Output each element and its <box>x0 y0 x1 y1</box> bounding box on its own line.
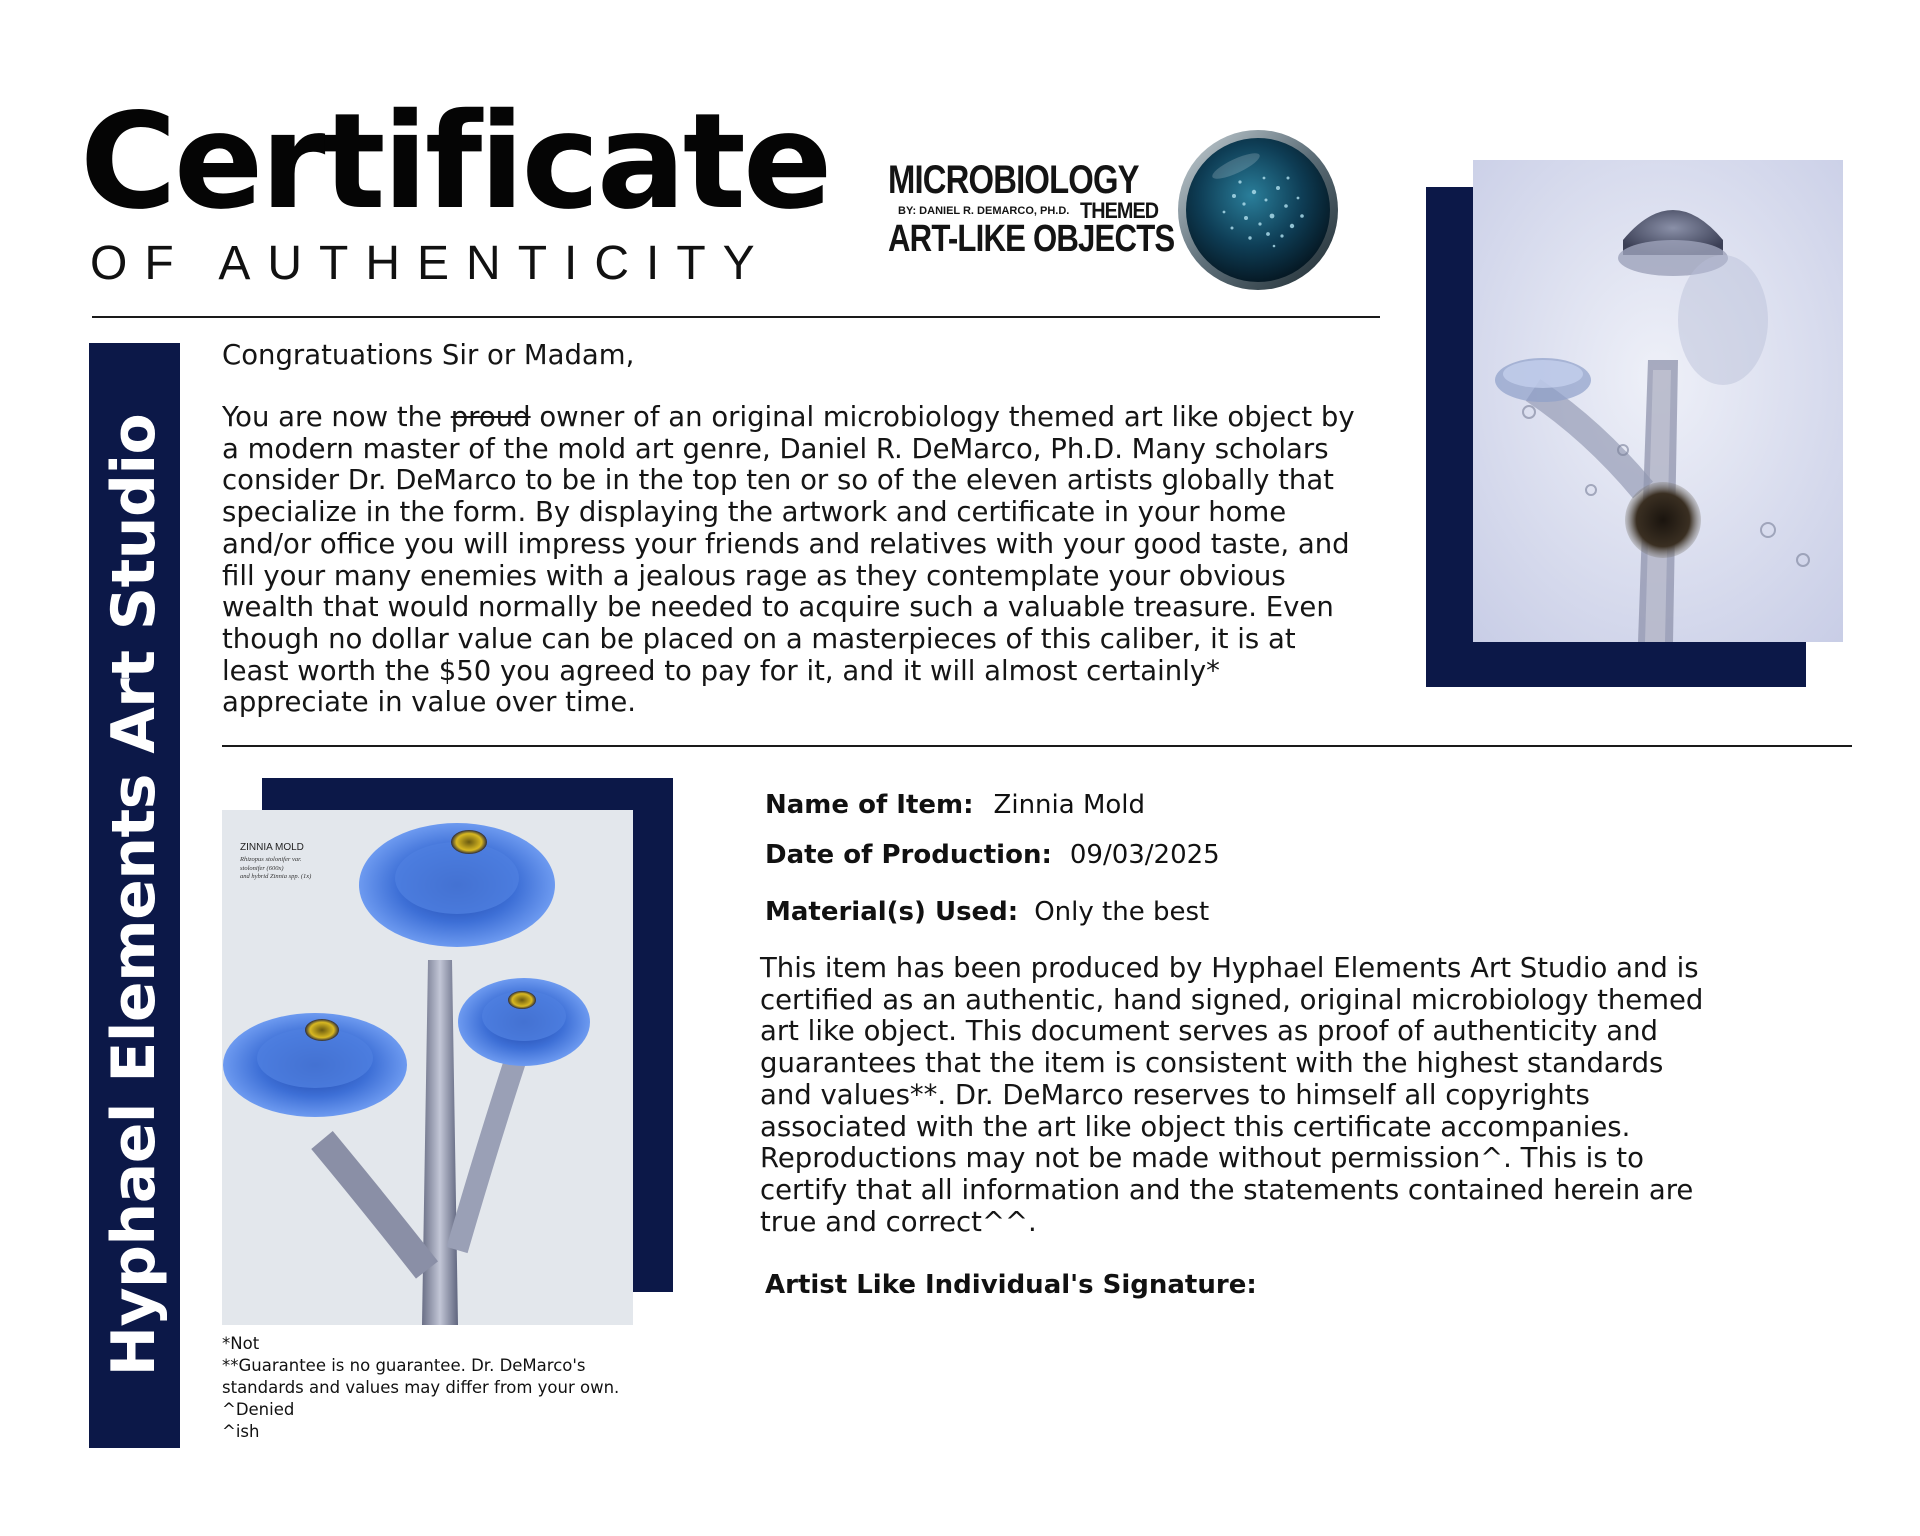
item-name-label: Name of Item: <box>765 790 974 820</box>
intro-line: least worth the $50 you agreed to pay for it, and it will almost certainly* <box>222 654 1220 687</box>
studio-side-band <box>89 343 180 1448</box>
certificate-title: Certificate <box>80 85 830 239</box>
signature-label: Artist Like Individual's Signature: <box>765 1270 1257 1300</box>
artwork-label-title: ZINNIA MOLD <box>240 842 304 853</box>
materials-value: Only the best <box>1034 897 1210 927</box>
production-date-value: 09/03/2025 <box>1069 840 1220 870</box>
intro-line: wealth that would normally be needed to acquire such a valuable treasure. Even <box>222 591 1334 624</box>
intro-paragraph <box>222 402 1402 719</box>
materials-field <box>765 897 1209 927</box>
cert-line: and values**. Dr. DeMarco reserves to himself all copyrights <box>760 1078 1590 1111</box>
studio-name: Hyphael Elements Art Studio <box>99 413 169 1377</box>
footnote: *Not <box>222 1334 260 1353</box>
production-date-label: Date of Production: <box>765 840 1052 870</box>
footnote: ^ish <box>222 1422 260 1441</box>
cert-line: This item has been produced by Hyphael Elements Art Studio and is <box>760 952 1699 984</box>
intro-line: You are now the proud owner of an original microbiology themed art like object by <box>222 401 1355 433</box>
item-name-value: Zinnia Mold <box>993 790 1146 820</box>
footnote: ^Denied <box>222 1400 295 1419</box>
production-date-field <box>765 840 1220 870</box>
cert-line: Reproductions may not be made without permission^. This is to <box>760 1142 1644 1175</box>
micrograph-image <box>1473 160 1843 642</box>
logo-line-microbiology: MICROBIOLOGY <box>888 158 1139 202</box>
cert-line: associated with the art like object this certificate accompanies. <box>760 1110 1631 1143</box>
item-name-field <box>765 790 1145 820</box>
middle-divider <box>222 745 1852 747</box>
certificate-subtitle: OF AUTHENTICITY <box>90 237 772 290</box>
cert-line: true and correct^^. <box>760 1205 1037 1238</box>
artwork-label-caption: Rhizopus stolonifer var. stolonifer (600x) and hybrid Zinnia spp. (1x) <box>240 856 312 880</box>
logo-line-themed: THEMED <box>1080 198 1159 223</box>
intro-line: and/or office you will impress your friends and relatives with your good taste, and <box>222 527 1350 560</box>
intro-line: specialize in the form. By displaying the artwork and certificate in your home <box>222 496 1287 529</box>
cert-line: guarantees that the item is consistent with the highest standards <box>760 1047 1664 1080</box>
brand-logo <box>888 126 1348 296</box>
cert-line: art like object. This document serves as proof of authenticity and <box>760 1015 1658 1048</box>
intro-line: though no dollar value can be placed on a masterpieces of this caliber, it is at <box>222 622 1296 655</box>
cert-line: certify that all information and the statements contained herein are <box>760 1173 1694 1206</box>
petri-dish-icon <box>1174 126 1342 294</box>
logo-byline: BY: DANIEL R. DEMARCO, PH.D. <box>898 205 1070 217</box>
intro-line: appreciate in value over time. <box>222 686 637 719</box>
intro-line: consider Dr. DeMarco to be in the top ten or so of the eleven artists globally that <box>222 464 1334 497</box>
logo-line-art-like-objects: ART-LIKE OBJECTS <box>888 218 1175 260</box>
footnotes <box>222 1333 619 1443</box>
materials-label: Material(s) Used: <box>765 897 1019 927</box>
intro-line: a modern master of the mold art genre, Daniel R. DeMarco, Ph.D. Many scholars <box>222 432 1329 465</box>
top-divider <box>92 316 1380 318</box>
certification-paragraph <box>760 953 1860 1238</box>
struck-word: proud <box>450 401 531 433</box>
footnote: standards and values may differ from your own. <box>222 1378 620 1397</box>
cert-line: certified as an authentic, hand signed, original microbiology themed <box>760 983 1704 1016</box>
intro-line: fill your many enemies with a jealous rage as they contemplate your obvious <box>222 559 1286 592</box>
greeting: Congratuations Sir or Madam, <box>222 339 635 371</box>
artwork-image <box>222 810 633 1325</box>
footnote: **Guarantee is no guarantee. Dr. DeMarco's <box>222 1356 586 1375</box>
